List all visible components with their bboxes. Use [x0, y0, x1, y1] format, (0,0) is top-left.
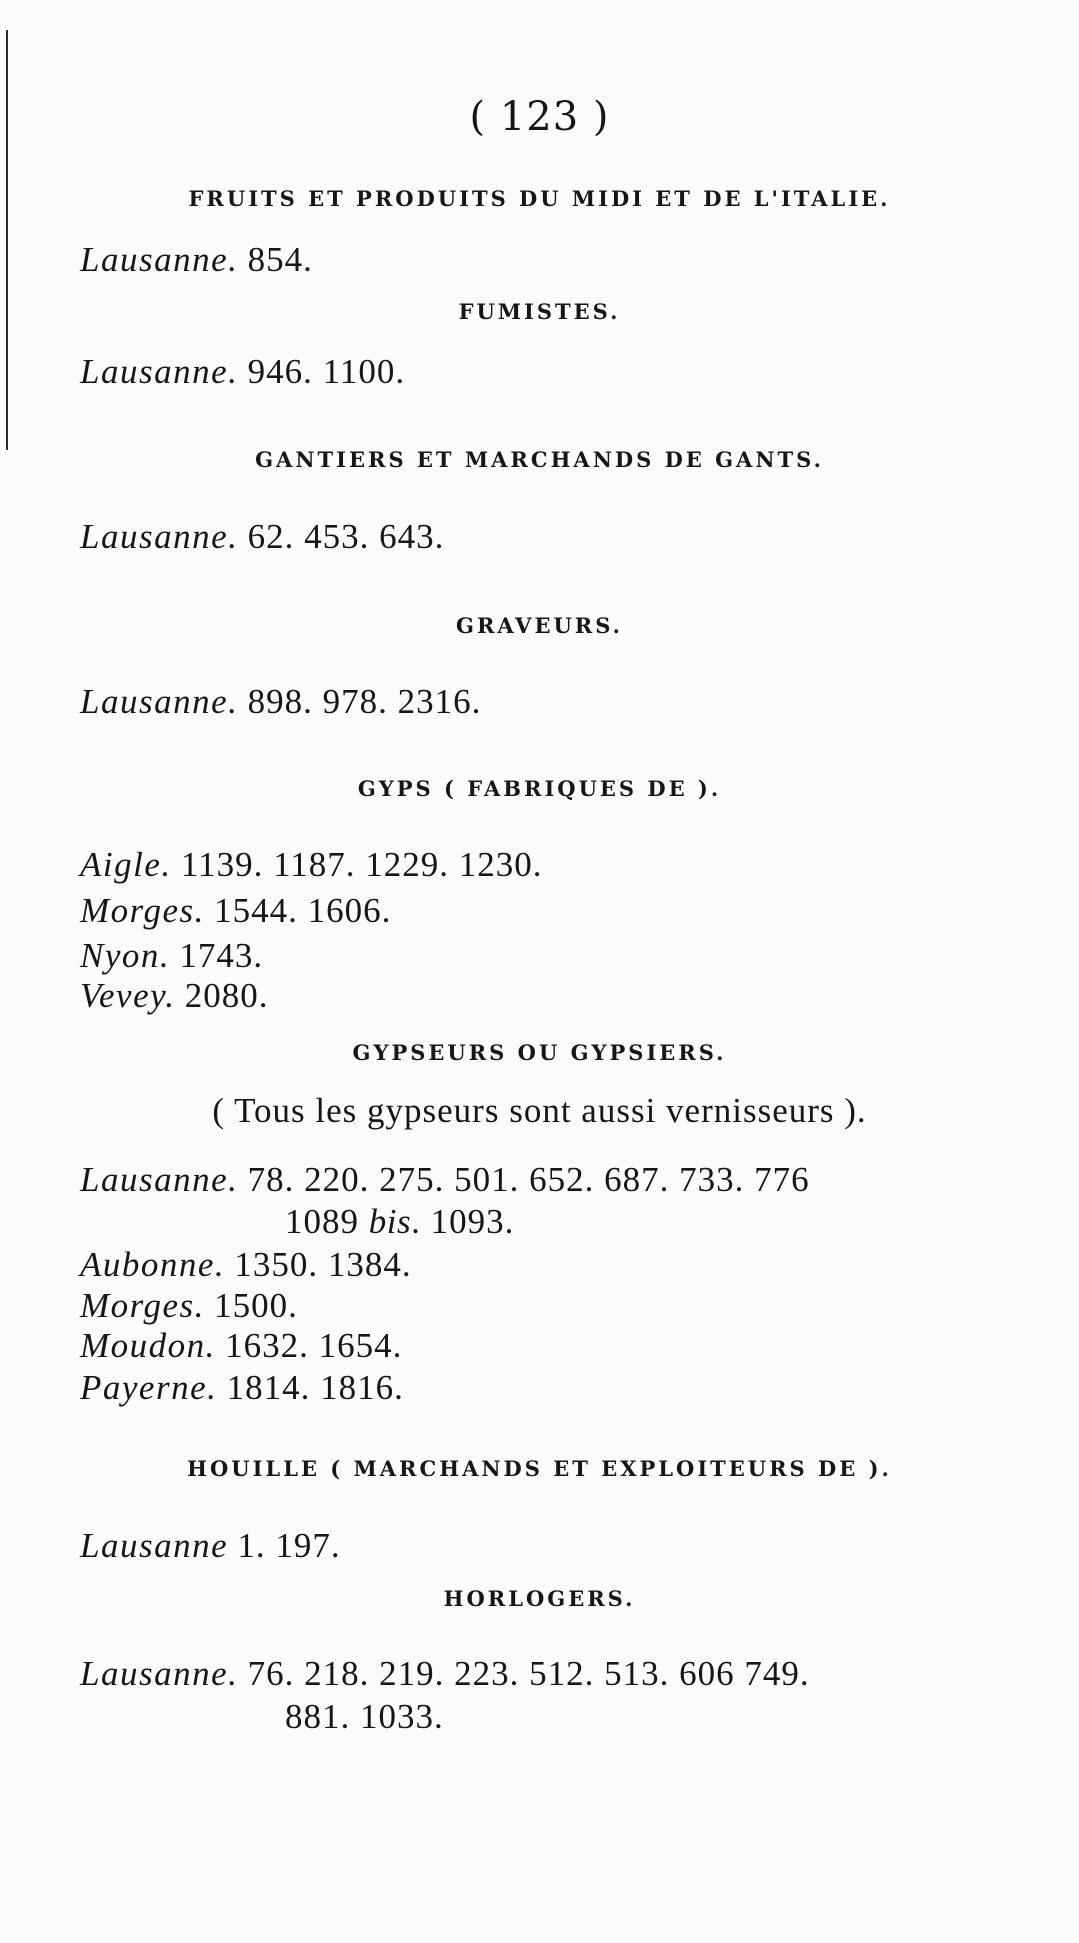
entry-place: Morges.: [80, 1286, 205, 1325]
entry-numbers: 2080.: [184, 976, 269, 1015]
entry-numbers: 78. 220. 275. 501. 652. 687. 733. 776: [247, 1160, 810, 1199]
entry-numbers: 1632. 1654.: [225, 1326, 403, 1365]
entry-numbers: . 1093.: [411, 1202, 515, 1241]
entry-line: [80, 682, 481, 722]
entry-place: Moudon.: [80, 1326, 216, 1365]
entry-numbers: 1139. 1187. 1229. 1230.: [180, 845, 543, 884]
section-note: ( Tous les gypseurs sont aussi vernisseurs ).: [212, 1091, 867, 1130]
entry-place: Lausanne.: [80, 682, 239, 721]
entry-continuation: [285, 1697, 444, 1737]
entry-numbers: 881. 1033.: [285, 1697, 444, 1736]
entry-numbers: 1814. 1816.: [226, 1368, 404, 1407]
entry-numbers: 1089: [285, 1202, 369, 1241]
entry-line: [80, 352, 405, 392]
page-edge-line: [6, 30, 8, 450]
entry-line: [80, 1368, 404, 1408]
entry-line: [80, 1245, 412, 1285]
entry-line: [80, 517, 444, 557]
entry-place: Aubonne.: [80, 1245, 226, 1284]
entry-numbers: 1743.: [179, 936, 264, 975]
entry-place: Aigle.: [80, 845, 172, 884]
entry-place: Lausanne.: [80, 352, 239, 391]
entry-line: [80, 845, 543, 885]
section-heading-gypseurs: GYPSEURS OU GYPSIERS.: [352, 1040, 727, 1065]
entry-place: Lausanne.: [80, 240, 239, 279]
section-heading-houille: HOUILLE ( MARCHANDS ET EXPLOITEURS DE ).: [187, 1456, 892, 1481]
page-number: ( 123 ): [469, 94, 610, 140]
entry-numbers: 1. 197.: [237, 1526, 341, 1565]
entry-line: [80, 1526, 341, 1566]
entry-numbers: 854.: [247, 240, 313, 279]
entry-place: Nyon.: [80, 936, 171, 975]
section-heading-horlogers: HORLOGERS.: [443, 1586, 636, 1611]
entry-place: Lausanne.: [80, 1160, 239, 1199]
entry-place: Vevey.: [80, 976, 176, 1015]
entry-place: Lausanne.: [80, 517, 239, 556]
section-heading-graveurs: GRAVEURS.: [456, 613, 623, 638]
entry-place: Lausanne: [80, 1526, 229, 1565]
entry-place: Lausanne.: [80, 1654, 239, 1693]
entry-line: [80, 1326, 402, 1366]
section-heading-gyps: GYPS ( FABRIQUES DE ).: [357, 776, 722, 801]
entry-numbers: 1544. 1606.: [214, 891, 392, 930]
entry-numbers: 62. 453. 643.: [247, 517, 445, 556]
entry-continuation: [285, 1202, 514, 1242]
section-heading-fumistes: FUMISTES.: [458, 299, 621, 324]
entry-line: [80, 1654, 810, 1694]
entry-line: [80, 1160, 810, 1200]
section-heading-fruits: FRUITS ET PRODUITS DU MIDI ET DE L'ITALIE.: [188, 186, 891, 211]
section-heading-gantiers: GANTIERS ET MARCHANDS DE GANTS.: [255, 447, 824, 472]
entry-numbers: 898. 978. 2316.: [247, 682, 482, 721]
entry-line: [80, 936, 263, 976]
entry-numbers: 946. 1100.: [247, 352, 406, 391]
entry-line: [80, 240, 313, 280]
entry-line: [80, 976, 268, 1016]
entry-line: [80, 891, 391, 931]
entry-place: Morges.: [80, 891, 205, 930]
entry-place: Payerne.: [80, 1368, 218, 1407]
entry-numbers: 1350. 1384.: [234, 1245, 412, 1284]
entry-line: [80, 1286, 298, 1326]
entry-numbers: 1500.: [214, 1286, 298, 1325]
entry-numbers: 76. 218. 219. 223. 512. 513. 606 749.: [247, 1654, 810, 1693]
entry-bis: bis: [368, 1202, 412, 1241]
